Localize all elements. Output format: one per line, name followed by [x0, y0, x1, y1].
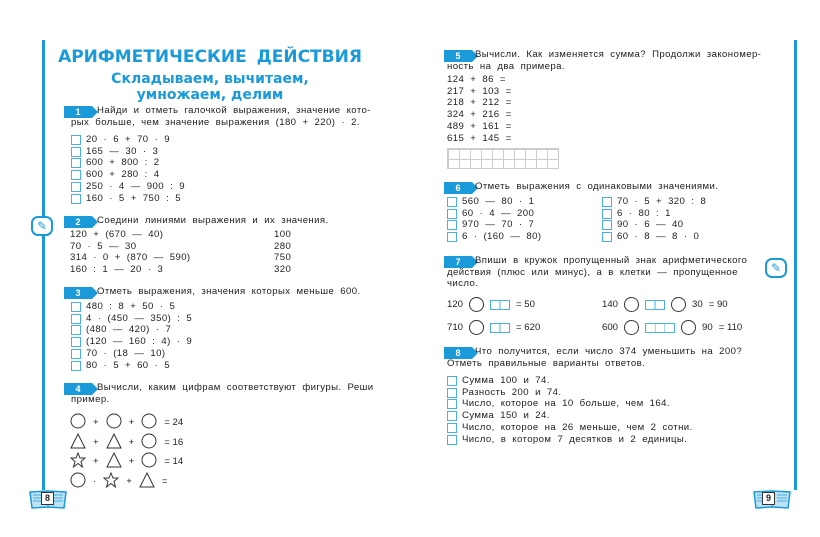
exercise-number-badge: 7 — [444, 256, 472, 268]
operator: + — [93, 417, 99, 428]
equation-result: = 24 — [164, 417, 184, 428]
checklist-item-label: 160 · 5 + 750 : 5 — [86, 192, 181, 204]
answer-checkbox[interactable] — [447, 399, 457, 409]
checklist-item-label: 600 + 280 : 4 — [86, 169, 160, 181]
equation-result: = 620 — [516, 322, 541, 333]
circle-shape-icon — [70, 472, 86, 491]
answer-checkbox[interactable] — [447, 376, 457, 386]
answer-checkbox[interactable] — [602, 232, 612, 242]
exercise-number-badge: 8 — [444, 347, 472, 359]
checklist-item-label: Разность 200 и 74. — [462, 386, 562, 398]
exercise-instruction: ность на два примера. — [447, 60, 565, 72]
digit-cells-input[interactable] — [645, 323, 675, 333]
exercise-number-badge: 2 — [64, 216, 92, 228]
answer-checkbox[interactable] — [447, 232, 457, 242]
equation-operand: 600 — [602, 322, 619, 333]
equation-operand: 90 — [702, 322, 713, 333]
sum-expression: 489 + 161 = — [447, 120, 512, 132]
answer-checkbox[interactable] — [602, 209, 612, 219]
digit-cells-input[interactable] — [645, 300, 665, 310]
exercise-instruction: Отметь выражения с одинаковыми значениями. — [475, 181, 719, 192]
checklist-item-label: 60 · 4 — 200 — [462, 207, 535, 219]
circle-shape-icon — [141, 433, 157, 452]
checklist-item-label: (120 — 160 : 4) · 9 — [86, 336, 193, 348]
answer-checkbox[interactable] — [447, 209, 457, 219]
operator: + — [93, 456, 99, 467]
checklist-item-label: Число, которое на 26 меньше, чем 2 сотни. — [462, 421, 693, 433]
answer-checkbox[interactable] — [602, 197, 612, 207]
equation-result: = 16 — [164, 436, 184, 448]
page-number-9: 9 — [752, 488, 792, 510]
missing-sign-equation — [602, 297, 728, 312]
sum-expression: 124 + 86 = — [447, 74, 506, 85]
missing-sign-equation — [602, 320, 742, 335]
star-shape-icon — [70, 452, 86, 471]
answer-checkbox[interactable] — [71, 361, 81, 371]
shape-equation-row — [70, 472, 167, 491]
answer-checkbox[interactable] — [447, 411, 457, 421]
checklist-item-label: Число, которое на 10 больше, чем 164. — [462, 398, 670, 410]
checklist-item-label: 6 · 80 : 1 — [617, 207, 671, 219]
expression-value: 100 — [274, 229, 292, 240]
page-subtitle-line-1: Складываем, вычитаем, — [111, 71, 309, 87]
answer-checkbox[interactable] — [71, 170, 81, 180]
checklist-item-label: Сумма 150 и 24. — [462, 410, 550, 422]
expression: 70 · 5 — 30 — [70, 240, 137, 252]
right-margin-line — [794, 40, 797, 490]
equation-operand: 120 — [447, 299, 464, 310]
exercise-instruction: рых больше, чем значение выражения (180 + 220) · 2. — [71, 116, 360, 128]
circle-shape-icon — [141, 452, 157, 471]
equation-result: = 14 — [164, 456, 184, 467]
equation-result: = 110 — [718, 322, 743, 333]
expression: 120 + (670 — 40) — [70, 229, 164, 240]
sign-circle-input[interactable] — [671, 297, 686, 312]
answer-checkbox[interactable] — [71, 147, 81, 157]
exercise-instruction: число. — [447, 278, 479, 290]
equation-result: = — [161, 475, 168, 487]
checklist-item-label: (480 — 420) · 7 — [86, 324, 172, 336]
answer-checkbox[interactable] — [71, 349, 81, 359]
circle-shape-icon — [70, 413, 86, 432]
checklist-item-label: Число, в котором 7 десятков и 2 единицы. — [462, 433, 688, 445]
equation-result: = 90 — [708, 299, 728, 310]
sign-circle-input[interactable] — [624, 320, 639, 335]
pencil-icon: ✎ — [31, 216, 53, 236]
operator: + — [128, 456, 135, 467]
checklist-item-label: 90 · 6 — 40 — [617, 219, 684, 231]
exercise-number-badge: 5 — [444, 50, 472, 62]
exercise-instruction: Впиши в кружок пропущенный знак арифметического — [475, 255, 748, 266]
answer-checkbox[interactable] — [447, 197, 457, 207]
missing-sign-equation — [447, 320, 540, 335]
sign-circle-input[interactable] — [681, 320, 696, 335]
pencil-icon: ✎ — [765, 258, 787, 278]
answer-checkbox[interactable] — [71, 337, 81, 347]
expression-value: 750 — [274, 252, 292, 264]
expression-value: 280 — [274, 240, 292, 252]
answer-checkbox[interactable] — [71, 302, 81, 312]
digit-cells-input[interactable] — [490, 323, 510, 333]
checklist-item-label: 70 · (18 — 10) — [86, 347, 166, 359]
exercise-number-badge: 4 — [64, 383, 92, 395]
answer-checkbox[interactable] — [71, 325, 81, 335]
sum-expression: 324 + 216 = — [447, 109, 512, 121]
exercise-instruction: Что получится, если число 374 уменьшить на 200? — [475, 346, 743, 357]
sign-circle-input[interactable] — [469, 297, 484, 312]
operator: + — [93, 436, 99, 448]
shape-equation-row — [70, 413, 183, 432]
page-title: АРИФМЕТИЧЕСКИЕ ДЕЙСТВИЯ — [58, 47, 362, 67]
expression-value: 320 — [274, 264, 292, 276]
answer-checkbox[interactable] — [447, 435, 457, 445]
operator: + — [128, 436, 135, 448]
answer-checkbox[interactable] — [71, 182, 81, 192]
exercise-instruction: Вычисли, каким цифрам соответствуют фигуры. Реши — [97, 382, 374, 393]
checklist-item-label: 6 · (160 — 80) — [462, 231, 542, 243]
exercise-instruction: Найди и отметь галочкой выражения, значение кото- — [97, 105, 371, 116]
checklist-item-label: 60 · 8 — 8 · 0 — [617, 231, 700, 243]
missing-sign-equation — [447, 297, 535, 312]
answer-checkbox[interactable] — [602, 220, 612, 230]
left-margin-line — [42, 40, 45, 490]
triangle-shape-icon — [106, 433, 122, 452]
checklist-item-label: 560 — 80 · 1 — [462, 196, 535, 207]
shape-equation-row — [70, 433, 183, 452]
answer-checkbox[interactable] — [71, 314, 81, 324]
equation-result: = 50 — [516, 299, 535, 310]
checklist-item-label: 70 · 5 + 320 : 8 — [617, 196, 707, 207]
operator: + — [126, 475, 132, 487]
triangle-shape-icon — [106, 452, 122, 471]
answer-checkbox[interactable] — [71, 158, 81, 168]
checklist-item-label: 80 · 5 + 60 · 5 — [86, 359, 170, 371]
sign-circle-input[interactable] — [469, 320, 484, 335]
triangle-shape-icon — [139, 472, 155, 491]
exercise-instruction: Вычисли. Как изменяется сумма? Продолжи закономер- — [475, 49, 762, 60]
checklist-item-label: 165 — 30 · 3 — [86, 145, 159, 157]
exercise-number-badge: 1 — [64, 106, 92, 118]
star-shape-icon — [103, 472, 119, 491]
page-subtitle-line-2: умножаем, делим — [136, 87, 284, 103]
exercise-instruction: пример. — [71, 393, 110, 405]
page-number-8: 8 — [28, 488, 68, 510]
checklist-item-label: 480 : 8 + 50 · 5 — [86, 301, 176, 312]
operator: · — [93, 475, 97, 487]
answer-checkbox[interactable] — [71, 194, 81, 204]
checklist-item-label: 600 + 800 : 2 — [86, 157, 160, 169]
equation-operand: 30 — [692, 299, 703, 310]
equation-operand: 140 — [602, 299, 619, 310]
circle-shape-icon — [141, 413, 157, 432]
triangle-shape-icon — [70, 433, 86, 452]
expression: 160 : 1 — 20 · 3 — [70, 264, 164, 276]
checklist-item-label: 250 · 4 — 900 : 9 — [86, 180, 185, 192]
expression: 314 · 0 + (870 — 590) — [70, 252, 191, 264]
exercise-instruction: Отметь выражения, значения которых меньше 600. — [97, 286, 361, 297]
answer-checkbox[interactable] — [447, 220, 457, 230]
answer-grid[interactable] — [447, 148, 559, 169]
sum-expression: 615 + 145 = — [447, 132, 512, 144]
answer-checkbox[interactable] — [447, 388, 457, 398]
sum-expression: 217 + 103 = — [447, 85, 512, 97]
exercise-number-badge: 3 — [64, 287, 92, 299]
checklist-item-label: 20 · 6 + 70 · 9 — [86, 134, 170, 145]
checklist-item-label: 970 — 70 · 7 — [462, 219, 535, 231]
sum-expression: 218 + 212 = — [447, 97, 512, 109]
digit-cells-input[interactable] — [490, 300, 510, 310]
exercise-instruction: Отметь правильные варианты ответов. — [447, 357, 646, 369]
checklist-item-label: 4 · (450 — 350) : 5 — [86, 312, 193, 324]
shape-equation-row — [70, 452, 183, 471]
equation-operand: 710 — [447, 322, 464, 333]
operator: + — [128, 417, 135, 428]
exercise-instruction: Соедини линиями выражения и их значения. — [97, 215, 329, 226]
exercise-number-badge: 6 — [444, 182, 472, 194]
exercise-instruction: действия (плюс или минус), а в клетки — пропущенное — [447, 266, 738, 278]
answer-checkbox[interactable] — [447, 423, 457, 433]
answer-checkbox[interactable] — [71, 135, 81, 145]
sign-circle-input[interactable] — [624, 297, 639, 312]
circle-shape-icon — [106, 413, 122, 432]
checklist-item-label: Сумма 100 и 74. — [462, 375, 550, 386]
